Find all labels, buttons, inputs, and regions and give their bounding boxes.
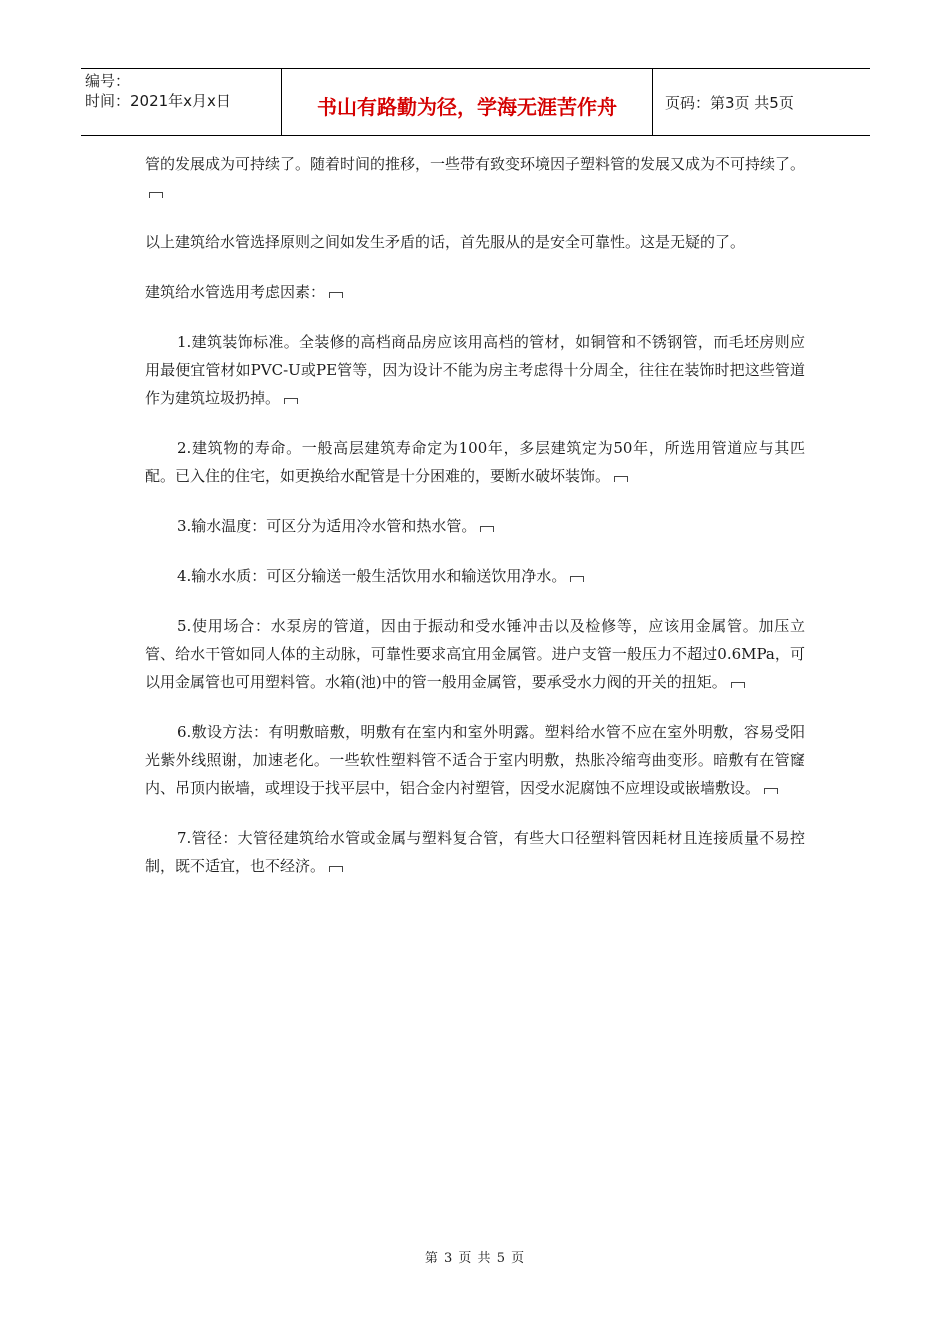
page-footer: 第 3 页 共 5 页	[424, 1251, 526, 1266]
paragraph: 3.输水温度：可区分为适用冷水管和热水管。	[145, 512, 805, 540]
header-motto: 书山有路勤为径，学海无涯苦作舟	[282, 69, 653, 135]
paragraph: 以上建筑给水管选择原则之间如发生矛盾的话，首先服从的是安全可靠性。这是无疑的了。	[145, 233, 746, 251]
paragraph-mark-icon	[284, 398, 298, 404]
paragraph: 4.输水水质：可区分输送一般生活饮用水和输送饮用净水。	[145, 562, 805, 590]
header-meta	[81, 69, 282, 135]
paragraph-mark-icon	[149, 192, 163, 198]
paragraph: 建筑给水管选用考虑因素：	[145, 278, 805, 306]
paragraph: 2.建筑物的寿命。一般高层建筑寿命定为100年，多层建筑定为50年，所选用管道应与其匹配。已入住的住宅，如更换给水配管是十分困难的，要断水破坏装饰。	[145, 439, 805, 485]
paragraph-mark-icon	[570, 576, 584, 582]
paragraph-mark-icon	[764, 788, 778, 794]
paragraph: 6.敷设方法：有明敷暗敷，明敷有在室内和室外明露。塑料给水管不应在室外明敷，容易受阳光紫外线照谢，加速老化。一些软性塑料管不适合于室内明敷，热胀冷缩弯曲变形。暗敷有在管窿内、吊顶内嵌墙，或埋设于找平层中，铝合金内衬塑管，因受水泥腐蚀不应埋设或嵌墙敷设。	[145, 723, 805, 797]
page-header	[81, 68, 870, 136]
paragraph-mark-icon	[329, 292, 343, 298]
document-number: 编号：	[85, 72, 131, 90]
paragraph-mark-icon	[731, 682, 745, 688]
paragraph: 1.建筑装饰标准。全装修的高档商品房应该用高档的管材，如铜管和不锈钢管，而毛坯房则应用最便宜管材如PVC-U或PE管等，因为设计不能为房主考虑得十分周全，往往在装饰时把这些管道作为建筑垃圾扔掉。	[145, 333, 805, 407]
paragraph: 7.管径：大管径建筑给水管或金属与塑料复合管，有些大口径塑料管因耗材且连接质量不易控制，既不适宜，也不经济。	[145, 829, 805, 875]
header-page-info: 页码：第3页 共5页	[665, 93, 794, 112]
paragraph: 管的发展成为可持续了。随着时间的推移，一些带有致变环境因子塑料管的发展又成为不可持续了。	[145, 150, 805, 206]
document-date: 时间：2021年x月x日	[85, 92, 231, 110]
paragraph-mark-icon	[614, 476, 628, 482]
paragraph-mark-icon	[480, 526, 494, 532]
document-body	[145, 150, 805, 902]
paragraph: 5.使用场合：水泵房的管道，因由于振动和受水锤冲击以及检修等，应该用金属管。加压立管、给水干管如同人体的主动脉，可靠性要求高宜用金属管。进户支管一般压力不超过0.6MPa，可以用金属管也可用塑料管。水箱(池)中的管一般用金属管，要承受水力阀的开关的扭矩。	[145, 617, 805, 691]
paragraph-mark-icon	[329, 866, 343, 872]
